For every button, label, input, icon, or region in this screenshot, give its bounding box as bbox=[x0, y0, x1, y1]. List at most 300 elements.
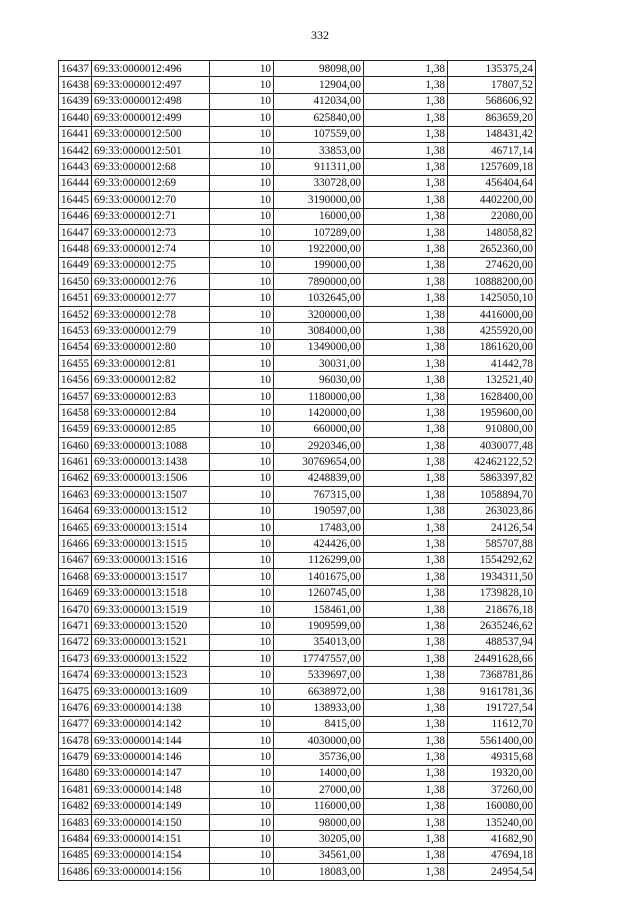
cadastral-value-cell: 424426,00 bbox=[274, 536, 364, 552]
cadastral-number-cell: 69:33:0000013:1517 bbox=[92, 569, 210, 585]
cadastral-value-cell: 30769654,00 bbox=[274, 454, 364, 470]
row-number-cell: 16448 bbox=[59, 241, 92, 257]
cadastral-number-cell: 69:33:0000012:76 bbox=[92, 274, 210, 290]
table-row bbox=[59, 470, 536, 486]
rate-cell: 10 bbox=[210, 110, 274, 126]
row-number-cell: 16480 bbox=[59, 765, 92, 781]
cadastral-number-cell: 69:33:0000013:1520 bbox=[92, 618, 210, 634]
page-number: 332 bbox=[311, 28, 329, 42]
result-value-cell: 19320,00 bbox=[448, 765, 536, 781]
row-number-cell: 16441 bbox=[59, 126, 92, 142]
cadastral-number-cell: 69:33:0000014:144 bbox=[92, 733, 210, 749]
coefficient-cell: 1,38 bbox=[364, 339, 448, 355]
cadastral-number-cell: 69:33:0000012:75 bbox=[92, 257, 210, 273]
rate-cell: 10 bbox=[210, 831, 274, 847]
result-value-cell: 1959600,00 bbox=[448, 405, 536, 421]
result-value-cell: 910800,00 bbox=[448, 421, 536, 437]
cadastral-value-cell: 16000,00 bbox=[274, 208, 364, 224]
result-value-cell: 132521,40 bbox=[448, 372, 536, 388]
rate-cell: 10 bbox=[210, 519, 274, 535]
result-value-cell: 17807,52 bbox=[448, 77, 536, 93]
table-row bbox=[59, 339, 536, 355]
coefficient-cell: 1,38 bbox=[364, 323, 448, 339]
coefficient-cell: 1,38 bbox=[364, 274, 448, 290]
rate-cell: 10 bbox=[210, 437, 274, 453]
row-number-cell: 16454 bbox=[59, 339, 92, 355]
cadastral-number-cell: 69:33:0000012:81 bbox=[92, 356, 210, 372]
table-row bbox=[59, 798, 536, 814]
coefficient-cell: 1,38 bbox=[364, 437, 448, 453]
table-row bbox=[59, 847, 536, 863]
table-row bbox=[59, 224, 536, 240]
cadastral-number-cell: 69:33:0000013:1506 bbox=[92, 470, 210, 486]
row-number-cell: 16464 bbox=[59, 503, 92, 519]
coefficient-cell: 1,38 bbox=[364, 847, 448, 863]
coefficient-cell: 1,38 bbox=[364, 61, 448, 77]
coefficient-cell: 1,38 bbox=[364, 126, 448, 142]
result-value-cell: 42462122,52 bbox=[448, 454, 536, 470]
result-value-cell: 22080,00 bbox=[448, 208, 536, 224]
cadastral-value-cell: 33853,00 bbox=[274, 142, 364, 158]
result-value-cell: 10888200,00 bbox=[448, 274, 536, 290]
row-number-cell: 16446 bbox=[59, 208, 92, 224]
cadastral-number-cell: 69:33:0000014:149 bbox=[92, 798, 210, 814]
coefficient-cell: 1,38 bbox=[364, 454, 448, 470]
row-number-cell: 16479 bbox=[59, 749, 92, 765]
row-number-cell: 16438 bbox=[59, 77, 92, 93]
cadastral-value-cell: 107289,00 bbox=[274, 224, 364, 240]
rate-cell: 10 bbox=[210, 323, 274, 339]
table-row bbox=[59, 487, 536, 503]
table-row bbox=[59, 405, 536, 421]
coefficient-cell: 1,38 bbox=[364, 552, 448, 568]
coefficient-cell: 1,38 bbox=[364, 421, 448, 437]
cadastral-value-cell: 107559,00 bbox=[274, 126, 364, 142]
cadastral-value-table bbox=[58, 60, 536, 881]
result-value-cell: 2652360,00 bbox=[448, 241, 536, 257]
cadastral-value-cell: 27000,00 bbox=[274, 782, 364, 798]
cadastral-value-cell: 3200000,00 bbox=[274, 306, 364, 322]
cadastral-value-cell: 17747557,00 bbox=[274, 651, 364, 667]
cadastral-value-cell: 6638972,00 bbox=[274, 683, 364, 699]
rate-cell: 10 bbox=[210, 241, 274, 257]
coefficient-cell: 1,38 bbox=[364, 536, 448, 552]
row-number-cell: 16472 bbox=[59, 634, 92, 650]
result-value-cell: 2635246,62 bbox=[448, 618, 536, 634]
table-row bbox=[59, 519, 536, 535]
cadastral-number-cell: 69:33:0000012:497 bbox=[92, 77, 210, 93]
rate-cell: 10 bbox=[210, 454, 274, 470]
coefficient-cell: 1,38 bbox=[364, 110, 448, 126]
cadastral-value-cell: 911311,00 bbox=[274, 159, 364, 175]
coefficient-cell: 1,38 bbox=[364, 814, 448, 830]
rate-cell: 10 bbox=[210, 683, 274, 699]
result-value-cell: 1554292,62 bbox=[448, 552, 536, 568]
cadastral-number-cell: 69:33:0000012:79 bbox=[92, 323, 210, 339]
table-row bbox=[59, 716, 536, 732]
cadastral-value-cell: 3084000,00 bbox=[274, 323, 364, 339]
cadastral-number-cell: 69:33:0000013:1522 bbox=[92, 651, 210, 667]
coefficient-cell: 1,38 bbox=[364, 470, 448, 486]
table-row bbox=[59, 634, 536, 650]
cadastral-value-cell: 34561,00 bbox=[274, 847, 364, 863]
rate-cell: 10 bbox=[210, 290, 274, 306]
rate-cell: 10 bbox=[210, 470, 274, 486]
rate-cell: 10 bbox=[210, 77, 274, 93]
rate-cell: 10 bbox=[210, 159, 274, 175]
rate-cell: 10 bbox=[210, 536, 274, 552]
row-number-cell: 16451 bbox=[59, 290, 92, 306]
rate-cell: 10 bbox=[210, 716, 274, 732]
table-row bbox=[59, 388, 536, 404]
cadastral-number-cell: 69:33:0000012:68 bbox=[92, 159, 210, 175]
result-value-cell: 568606,92 bbox=[448, 93, 536, 109]
row-number-cell: 16465 bbox=[59, 519, 92, 535]
table-row bbox=[59, 208, 536, 224]
row-number-cell: 16474 bbox=[59, 667, 92, 683]
cadastral-value-cell: 1349000,00 bbox=[274, 339, 364, 355]
rate-cell: 10 bbox=[210, 552, 274, 568]
table-row bbox=[59, 290, 536, 306]
coefficient-cell: 1,38 bbox=[364, 208, 448, 224]
coefficient-cell: 1,38 bbox=[364, 667, 448, 683]
cadastral-value-cell: 5339697,00 bbox=[274, 667, 364, 683]
cadastral-number-cell: 69:33:0000012:498 bbox=[92, 93, 210, 109]
rate-cell: 10 bbox=[210, 765, 274, 781]
coefficient-cell: 1,38 bbox=[364, 618, 448, 634]
cadastral-value-cell: 1420000,00 bbox=[274, 405, 364, 421]
cadastral-value-cell: 330728,00 bbox=[274, 175, 364, 191]
row-number-cell: 16453 bbox=[59, 323, 92, 339]
cadastral-value-cell: 98098,00 bbox=[274, 61, 364, 77]
cadastral-value-cell: 18083,00 bbox=[274, 864, 364, 880]
table-row bbox=[59, 323, 536, 339]
cadastral-value-cell: 199000,00 bbox=[274, 257, 364, 273]
row-number-cell: 16455 bbox=[59, 356, 92, 372]
rate-cell: 10 bbox=[210, 667, 274, 683]
table-row bbox=[59, 683, 536, 699]
result-value-cell: 148058,82 bbox=[448, 224, 536, 240]
cadastral-number-cell: 69:33:0000014:142 bbox=[92, 716, 210, 732]
table-row bbox=[59, 782, 536, 798]
row-number-cell: 16484 bbox=[59, 831, 92, 847]
table-row bbox=[59, 306, 536, 322]
table-row bbox=[59, 159, 536, 175]
coefficient-cell: 1,38 bbox=[364, 487, 448, 503]
cadastral-number-cell: 69:33:0000012:74 bbox=[92, 241, 210, 257]
row-number-cell: 16449 bbox=[59, 257, 92, 273]
cadastral-value-cell: 98000,00 bbox=[274, 814, 364, 830]
result-value-cell: 47694,18 bbox=[448, 847, 536, 863]
result-value-cell: 46717,14 bbox=[448, 142, 536, 158]
table-body bbox=[59, 61, 536, 881]
rate-cell: 10 bbox=[210, 847, 274, 863]
row-number-cell: 16470 bbox=[59, 601, 92, 617]
rate-cell: 10 bbox=[210, 601, 274, 617]
table-row bbox=[59, 503, 536, 519]
cadastral-number-cell: 69:33:0000012:78 bbox=[92, 306, 210, 322]
table-row bbox=[59, 142, 536, 158]
result-value-cell: 24954,54 bbox=[448, 864, 536, 880]
coefficient-cell: 1,38 bbox=[364, 290, 448, 306]
result-value-cell: 488537,94 bbox=[448, 634, 536, 650]
cadastral-number-cell: 69:33:0000012:71 bbox=[92, 208, 210, 224]
cadastral-number-cell: 69:33:0000012:85 bbox=[92, 421, 210, 437]
result-value-cell: 1257609,18 bbox=[448, 159, 536, 175]
cadastral-number-cell: 69:33:0000014:138 bbox=[92, 700, 210, 716]
cadastral-number-cell: 69:33:0000012:496 bbox=[92, 61, 210, 77]
table-row bbox=[59, 437, 536, 453]
cadastral-number-cell: 69:33:0000013:1523 bbox=[92, 667, 210, 683]
rate-cell: 10 bbox=[210, 798, 274, 814]
row-number-cell: 16456 bbox=[59, 372, 92, 388]
result-value-cell: 24126,54 bbox=[448, 519, 536, 535]
rate-cell: 10 bbox=[210, 372, 274, 388]
coefficient-cell: 1,38 bbox=[364, 765, 448, 781]
rate-cell: 10 bbox=[210, 733, 274, 749]
cadastral-value-cell: 8415,00 bbox=[274, 716, 364, 732]
coefficient-cell: 1,38 bbox=[364, 159, 448, 175]
result-value-cell: 1934311,50 bbox=[448, 569, 536, 585]
result-value-cell: 24491628,66 bbox=[448, 651, 536, 667]
rate-cell: 10 bbox=[210, 142, 274, 158]
cadastral-number-cell: 69:33:0000013:1507 bbox=[92, 487, 210, 503]
table-row bbox=[59, 536, 536, 552]
cadastral-value-cell: 354013,00 bbox=[274, 634, 364, 650]
rate-cell: 10 bbox=[210, 618, 274, 634]
rate-cell: 10 bbox=[210, 814, 274, 830]
row-number-cell: 16476 bbox=[59, 700, 92, 716]
result-value-cell: 5863397,82 bbox=[448, 470, 536, 486]
cadastral-number-cell: 69:33:0000014:148 bbox=[92, 782, 210, 798]
cadastral-value-cell: 1909599,00 bbox=[274, 618, 364, 634]
coefficient-cell: 1,38 bbox=[364, 372, 448, 388]
result-value-cell: 4030077,48 bbox=[448, 437, 536, 453]
table-row bbox=[59, 126, 536, 142]
cadastral-number-cell: 69:33:0000013:1438 bbox=[92, 454, 210, 470]
result-value-cell: 1739828,10 bbox=[448, 585, 536, 601]
coefficient-cell: 1,38 bbox=[364, 257, 448, 273]
cadastral-number-cell: 69:33:0000012:80 bbox=[92, 339, 210, 355]
rate-cell: 10 bbox=[210, 388, 274, 404]
row-number-cell: 16477 bbox=[59, 716, 92, 732]
result-value-cell: 160080,00 bbox=[448, 798, 536, 814]
table-row bbox=[59, 454, 536, 470]
coefficient-cell: 1,38 bbox=[364, 831, 448, 847]
cadastral-number-cell: 69:33:0000013:1514 bbox=[92, 519, 210, 535]
cadastral-number-cell: 69:33:0000012:83 bbox=[92, 388, 210, 404]
rate-cell: 10 bbox=[210, 257, 274, 273]
cadastral-number-cell: 69:33:0000012:77 bbox=[92, 290, 210, 306]
rate-cell: 10 bbox=[210, 339, 274, 355]
table-row bbox=[59, 241, 536, 257]
result-value-cell: 4255920,00 bbox=[448, 323, 536, 339]
cadastral-number-cell: 69:33:0000012:501 bbox=[92, 142, 210, 158]
rate-cell: 10 bbox=[210, 651, 274, 667]
table-row bbox=[59, 372, 536, 388]
cadastral-number-cell: 69:33:0000012:500 bbox=[92, 126, 210, 142]
cadastral-value-cell: 4248839,00 bbox=[274, 470, 364, 486]
coefficient-cell: 1,38 bbox=[364, 388, 448, 404]
result-value-cell: 9161781,36 bbox=[448, 683, 536, 699]
cadastral-value-cell: 116000,00 bbox=[274, 798, 364, 814]
rate-cell: 10 bbox=[210, 61, 274, 77]
table-row bbox=[59, 733, 536, 749]
cadastral-number-cell: 69:33:0000012:73 bbox=[92, 224, 210, 240]
cadastral-number-cell: 69:33:0000013:1515 bbox=[92, 536, 210, 552]
cadastral-value-cell: 1032645,00 bbox=[274, 290, 364, 306]
coefficient-cell: 1,38 bbox=[364, 306, 448, 322]
row-number-cell: 16481 bbox=[59, 782, 92, 798]
cadastral-value-cell: 660000,00 bbox=[274, 421, 364, 437]
cadastral-number-cell: 69:33:0000014:147 bbox=[92, 765, 210, 781]
cadastral-number-cell: 69:33:0000014:146 bbox=[92, 749, 210, 765]
row-number-cell: 16450 bbox=[59, 274, 92, 290]
cadastral-value-cell: 17483,00 bbox=[274, 519, 364, 535]
table-row bbox=[59, 552, 536, 568]
rate-cell: 10 bbox=[210, 634, 274, 650]
result-value-cell: 4416000,00 bbox=[448, 306, 536, 322]
cadastral-number-cell: 69:33:0000013:1088 bbox=[92, 437, 210, 453]
result-value-cell: 7368781,86 bbox=[448, 667, 536, 683]
coefficient-cell: 1,38 bbox=[364, 503, 448, 519]
coefficient-cell: 1,38 bbox=[364, 142, 448, 158]
result-value-cell: 135240,00 bbox=[448, 814, 536, 830]
rate-cell: 10 bbox=[210, 421, 274, 437]
cadastral-value-cell: 30205,00 bbox=[274, 831, 364, 847]
row-number-cell: 16468 bbox=[59, 569, 92, 585]
cadastral-number-cell: 69:33:0000014:150 bbox=[92, 814, 210, 830]
row-number-cell: 16462 bbox=[59, 470, 92, 486]
row-number-cell: 16461 bbox=[59, 454, 92, 470]
cadastral-value-cell: 1126299,00 bbox=[274, 552, 364, 568]
table-row bbox=[59, 77, 536, 93]
result-value-cell: 1628400,00 bbox=[448, 388, 536, 404]
cadastral-number-cell: 69:33:0000013:1516 bbox=[92, 552, 210, 568]
row-number-cell: 16469 bbox=[59, 585, 92, 601]
result-value-cell: 456404,64 bbox=[448, 175, 536, 191]
cadastral-value-cell: 190597,00 bbox=[274, 503, 364, 519]
table-row bbox=[59, 765, 536, 781]
row-number-cell: 16444 bbox=[59, 175, 92, 191]
cadastral-value-cell: 4030000,00 bbox=[274, 733, 364, 749]
result-value-cell: 1425050,10 bbox=[448, 290, 536, 306]
row-number-cell: 16440 bbox=[59, 110, 92, 126]
table-row bbox=[59, 831, 536, 847]
cadastral-number-cell: 69:33:0000014:154 bbox=[92, 847, 210, 863]
table-row bbox=[59, 601, 536, 617]
cadastral-value-cell: 138933,00 bbox=[274, 700, 364, 716]
table-row bbox=[59, 569, 536, 585]
cadastral-value-cell: 12904,00 bbox=[274, 77, 364, 93]
rate-cell: 10 bbox=[210, 175, 274, 191]
coefficient-cell: 1,38 bbox=[364, 192, 448, 208]
rate-cell: 10 bbox=[210, 208, 274, 224]
row-number-cell: 16482 bbox=[59, 798, 92, 814]
table-row bbox=[59, 110, 536, 126]
coefficient-cell: 1,38 bbox=[364, 77, 448, 93]
table-row bbox=[59, 61, 536, 77]
rate-cell: 10 bbox=[210, 487, 274, 503]
coefficient-cell: 1,38 bbox=[364, 241, 448, 257]
table-row bbox=[59, 864, 536, 880]
rate-cell: 10 bbox=[210, 224, 274, 240]
table-row bbox=[59, 667, 536, 683]
table-row bbox=[59, 651, 536, 667]
coefficient-cell: 1,38 bbox=[364, 864, 448, 880]
row-number-cell: 16486 bbox=[59, 864, 92, 880]
table-row bbox=[59, 618, 536, 634]
row-number-cell: 16485 bbox=[59, 847, 92, 863]
result-value-cell: 49315,68 bbox=[448, 749, 536, 765]
coefficient-cell: 1,38 bbox=[364, 175, 448, 191]
coefficient-cell: 1,38 bbox=[364, 601, 448, 617]
rate-cell: 10 bbox=[210, 192, 274, 208]
result-value-cell: 41442,78 bbox=[448, 356, 536, 372]
coefficient-cell: 1,38 bbox=[364, 733, 448, 749]
row-number-cell: 16471 bbox=[59, 618, 92, 634]
coefficient-cell: 1,38 bbox=[364, 634, 448, 650]
coefficient-cell: 1,38 bbox=[364, 405, 448, 421]
row-number-cell: 16457 bbox=[59, 388, 92, 404]
coefficient-cell: 1,38 bbox=[364, 569, 448, 585]
rate-cell: 10 bbox=[210, 782, 274, 798]
result-value-cell: 41682,90 bbox=[448, 831, 536, 847]
coefficient-cell: 1,38 bbox=[364, 585, 448, 601]
cadastral-value-cell: 1180000,00 bbox=[274, 388, 364, 404]
table-row bbox=[59, 192, 536, 208]
result-value-cell: 585707,88 bbox=[448, 536, 536, 552]
cadastral-value-cell: 96030,00 bbox=[274, 372, 364, 388]
row-number-cell: 16475 bbox=[59, 683, 92, 699]
coefficient-cell: 1,38 bbox=[364, 356, 448, 372]
coefficient-cell: 1,38 bbox=[364, 651, 448, 667]
rate-cell: 10 bbox=[210, 405, 274, 421]
row-number-cell: 16463 bbox=[59, 487, 92, 503]
result-value-cell: 5561400,00 bbox=[448, 733, 536, 749]
table-row bbox=[59, 274, 536, 290]
row-number-cell: 16483 bbox=[59, 814, 92, 830]
row-number-cell: 16447 bbox=[59, 224, 92, 240]
result-value-cell: 37260,00 bbox=[448, 782, 536, 798]
rate-cell: 10 bbox=[210, 356, 274, 372]
cadastral-number-cell: 69:33:0000013:1609 bbox=[92, 683, 210, 699]
table-row bbox=[59, 700, 536, 716]
row-number-cell: 16466 bbox=[59, 536, 92, 552]
cadastral-value-cell: 35736,00 bbox=[274, 749, 364, 765]
result-value-cell: 263023,86 bbox=[448, 503, 536, 519]
row-number-cell: 16443 bbox=[59, 159, 92, 175]
cadastral-number-cell: 69:33:0000013:1521 bbox=[92, 634, 210, 650]
cadastral-number-cell: 69:33:0000013:1519 bbox=[92, 601, 210, 617]
cadastral-number-cell: 69:33:0000012:82 bbox=[92, 372, 210, 388]
coefficient-cell: 1,38 bbox=[364, 798, 448, 814]
cadastral-value-cell: 412034,00 bbox=[274, 93, 364, 109]
cadastral-number-cell: 69:33:0000013:1512 bbox=[92, 503, 210, 519]
cadastral-value-cell: 30031,00 bbox=[274, 356, 364, 372]
table-row bbox=[59, 585, 536, 601]
row-number-cell: 16452 bbox=[59, 306, 92, 322]
cadastral-value-cell: 1922000,00 bbox=[274, 241, 364, 257]
result-value-cell: 218676,18 bbox=[448, 601, 536, 617]
row-number-cell: 16442 bbox=[59, 142, 92, 158]
coefficient-cell: 1,38 bbox=[364, 93, 448, 109]
result-value-cell: 4402200,00 bbox=[448, 192, 536, 208]
cadastral-value-cell: 158461,00 bbox=[274, 601, 364, 617]
row-number-cell: 16467 bbox=[59, 552, 92, 568]
rate-cell: 10 bbox=[210, 274, 274, 290]
coefficient-cell: 1,38 bbox=[364, 683, 448, 699]
